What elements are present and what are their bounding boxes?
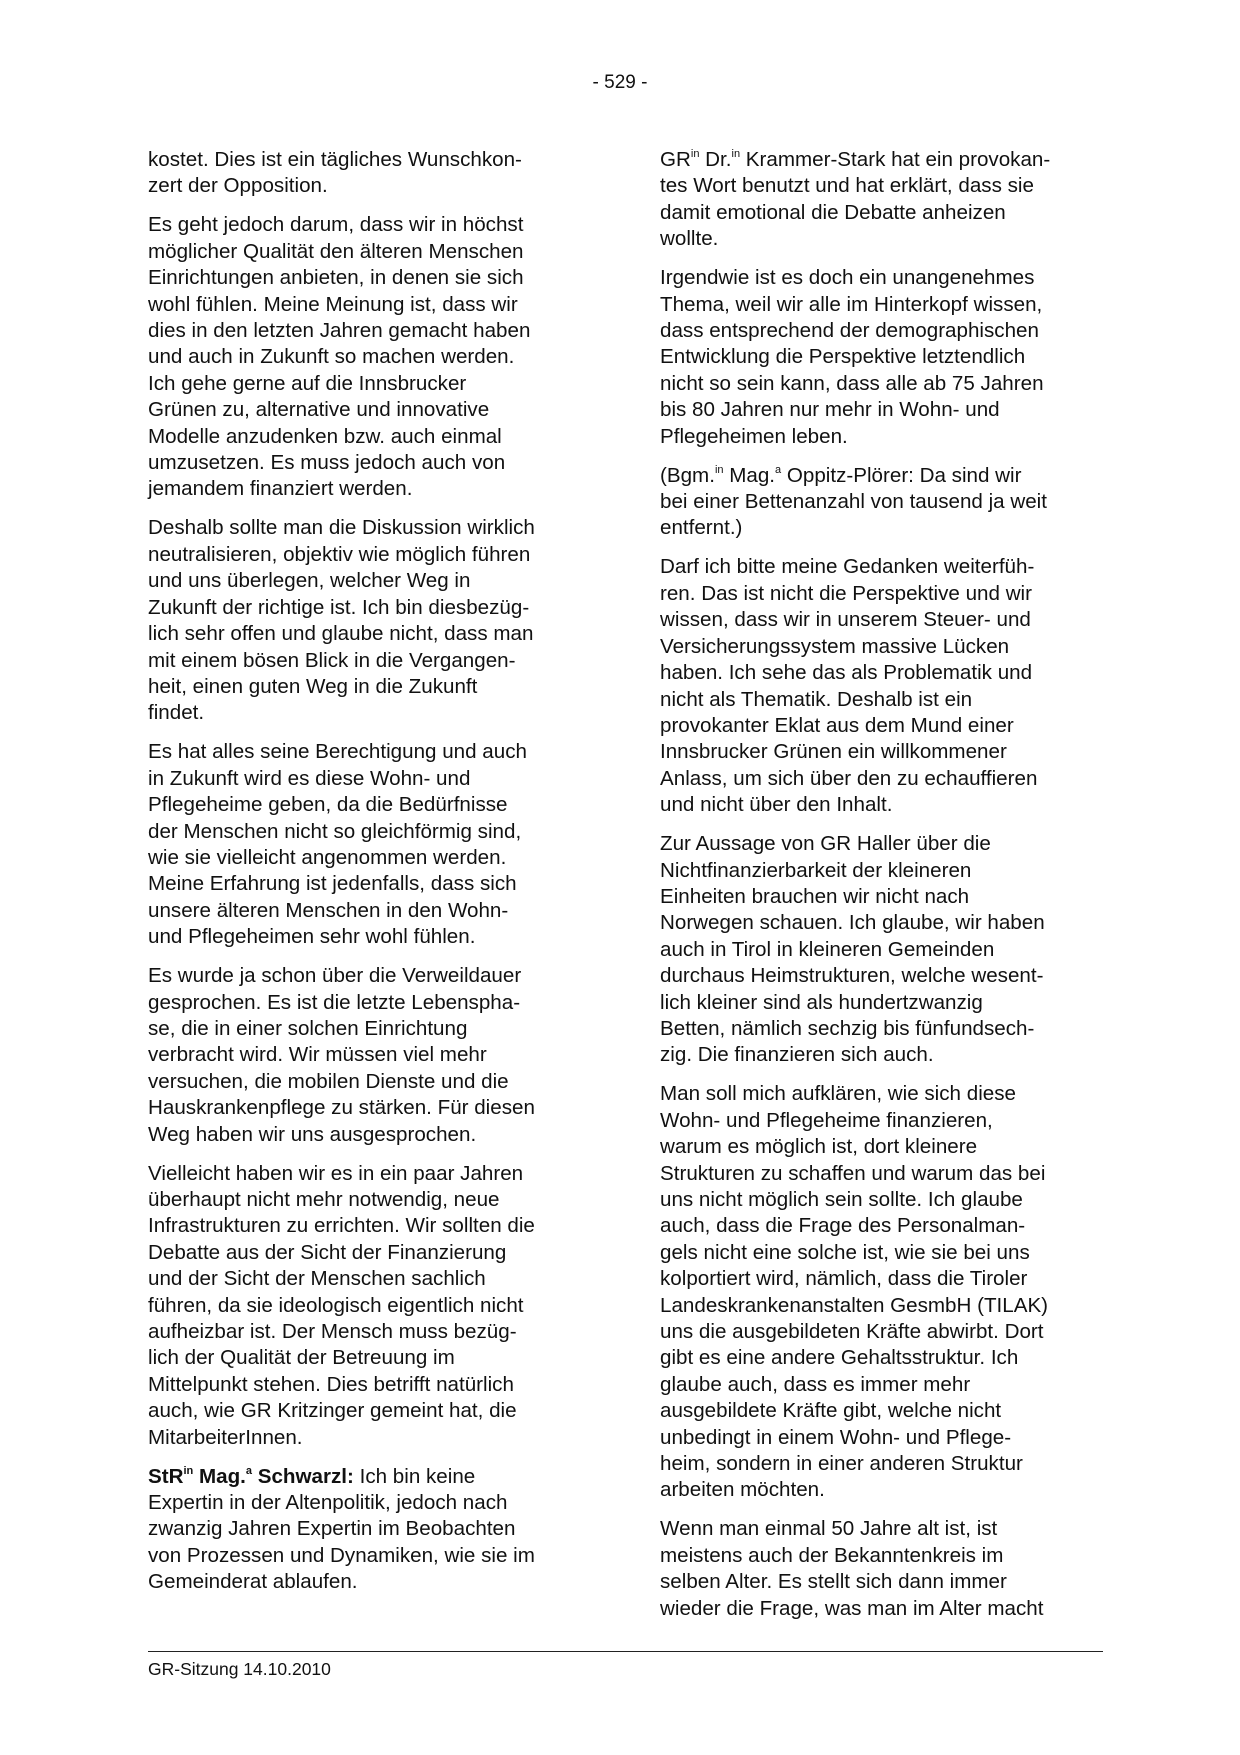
paragraph: Zur Aussage von GR Haller über die Nichtfinanzierbarkeit der kleineren Einheiten brauchen wir nicht nach Norwegen schauen. Ich glaube, wir haben auch in Tirol in kleineren Gemeinden durchaus Heimstrukturen, welche wesent- lich kleiner sind als hundertzwanzig Betten, nämlich sechzig bis fünfundsech- zig. Die finanzieren sich auch. <box>660 832 1045 1067</box>
footer-divider <box>148 1651 1103 1652</box>
paragraph: Es hat alles seine Berechtigung und auch in Zukunft wird es diese Wohn- und Pflegeheime geben, da die Bedürfnisse der Menschen nicht so gleichförmig sind, wie sie vielleicht angenommen werden. Meine Erfahrung ist jedenfalls, dass sich unsere älteren Menschen in den Wohn- und Pflegeheimen sehr wohl fühlen. <box>148 740 527 949</box>
paragraph: Es wurde ja schon über die Verweildauer gesprochen. Es ist die letzte Lebenspha- se, die in einer solchen Einrichtung verbracht wird. Wir müssen viel mehr versuchen, die mobilen Dienste und die Hauskrankenpflege zu stärken. Für diesen Weg haben wir uns ausgesprochen. <box>148 964 535 1146</box>
left-column <box>148 147 588 1608</box>
paragraph: Darf ich bitte meine Gedanken weiterfüh- ren. Das ist nicht die Perspektive und wir wissen, dass wir in unserem Steuer- und Versicherungssystem massive Lücken haben. Ich sehe das als Problematik und nicht als Thematik. Deshalb ist ein provokanter Eklat aus dem Mund einer Innsbrucker Grünen ein willkommener Anlass, um sich über den zu echauffieren und nicht über den Inhalt. <box>660 555 1038 817</box>
paragraph: Vielleicht haben wir es in ein paar Jahren überhaupt nicht mehr notwendig, neue Infrastrukturen zu errichten. Wir sollten die Debatte aus der Sicht der Finanzierung und der Sicht der Menschen sachlich führen, da sie ideologisch eigentlich nicht aufheizbar ist. Der Mensch muss bezüg- lich der Qualität der Betreuung im Mittelpunkt stehen. Dies betrifft natürlich auch, wie GR Kritzinger gemeint hat, die MitarbeiterInnen. <box>148 1161 535 1449</box>
paragraph: Deshalb sollte man die Diskussion wirklich neutralisieren, objektiv wie möglich führen und uns überlegen, welcher Weg in Zukunft der richtige ist. Ich bin diesbezüg- lich sehr offen und glaube nicht, dass man mit einem bösen Blick in die Vergangen- heit, einen guten Weg in die Zukunft findet. <box>148 516 535 725</box>
speaker-name: StR$^{in}$ Mag.$^a$ Schwarzl: <box>148 1464 354 1488</box>
page-number: - 529 - <box>592 72 648 93</box>
paragraph-interjection: (Bgm.$^{in}$ Mag.$^a$ Oppitz-Plörer: Da sind wir bei einer Bettenanzahl von tausend ja weit entfernt.) <box>660 463 1047 540</box>
paragraph: Man soll mich aufklären, wie sich diese Wohn- und Pflegeheime finanzieren, warum es möglich ist, dort kleinere Strukturen zu schaffen und warum das bei uns nicht möglich sein sollte. Ich glaube auch, dass die Frage des Personalman- gels nicht eine solche ist, wie sie bei uns kolportiert wird, nämlich, dass die Tiroler Landeskrankenanstalten GesmbH (TILAK) uns die ausgebildeten Kräfte abwirbt. Dort gibt es eine andere Gehaltsstruktur. Ich glaube auch, dass es immer mehr ausgebildete Kräfte gibt, welche nicht unbedingt in einem Wohn- und Pflege- heim, sondern in einer anderen Struktur arbeiten möchten. <box>660 1082 1049 1502</box>
paragraph: kostet. Dies ist ein tägliches Wunschkon- zert der Opposition. <box>148 148 522 198</box>
right-column <box>660 147 1100 1635</box>
paragraph: Es geht jedoch darum, dass wir in höchst möglicher Qualität den älteren Menschen Einrichtungen anbieten, in denen sie sich wohl fühlen. Meine Meinung ist, dass wir dies in den letzten Jahren gemacht haben und auch in Zukunft so machen werden. Ich gehe gerne auf die Innsbrucker Grünen zu, alternative und innovative Modelle anzudenken bzw. auch einmal umzusetzen. Es muss jedoch auch von jemandem finanziert werden. <box>148 213 531 501</box>
paragraph: Wenn man einmal 50 Jahre alt ist, ist meistens auch der Bekanntenkreis im selben Alter. Es stellt sich dann immer wieder die Frage, was man im Alter macht <box>660 1517 1044 1620</box>
footer-text: GR-Sitzung 14.10.2010 <box>148 1659 331 1679</box>
paragraph: Irgendwie ist es doch ein unangenehmes Thema, weil wir alle im Hinterkopf wissen, dass entsprechend der demographischen Entwicklung die Perspektive letztendlich nicht so sein kann, dass alle ab 75 Jahren bis 80 Jahren nur mehr in Wohn- und Pflegeheimen leben. <box>660 266 1044 448</box>
paragraph: $GR^{in}$ Dr.$^{in}$ Krammer-Stark hat ein provokan- tes Wort benutzt und hat erklärt, dass sie damit emotional die Debatte anheizen wollte. <box>660 148 1051 251</box>
paragraph-speaker-schwarzl: StR$^{in}$ Mag.$^a$ Schwarzl: Ich bin keine Expertin in der Altenpolitik, jedoch nach zwanzig Jahren Expertin im Beobachten von Prozessen und Dynamiken, wie sie im Gemeinderat ablaufen. <box>148 1464 535 1594</box>
